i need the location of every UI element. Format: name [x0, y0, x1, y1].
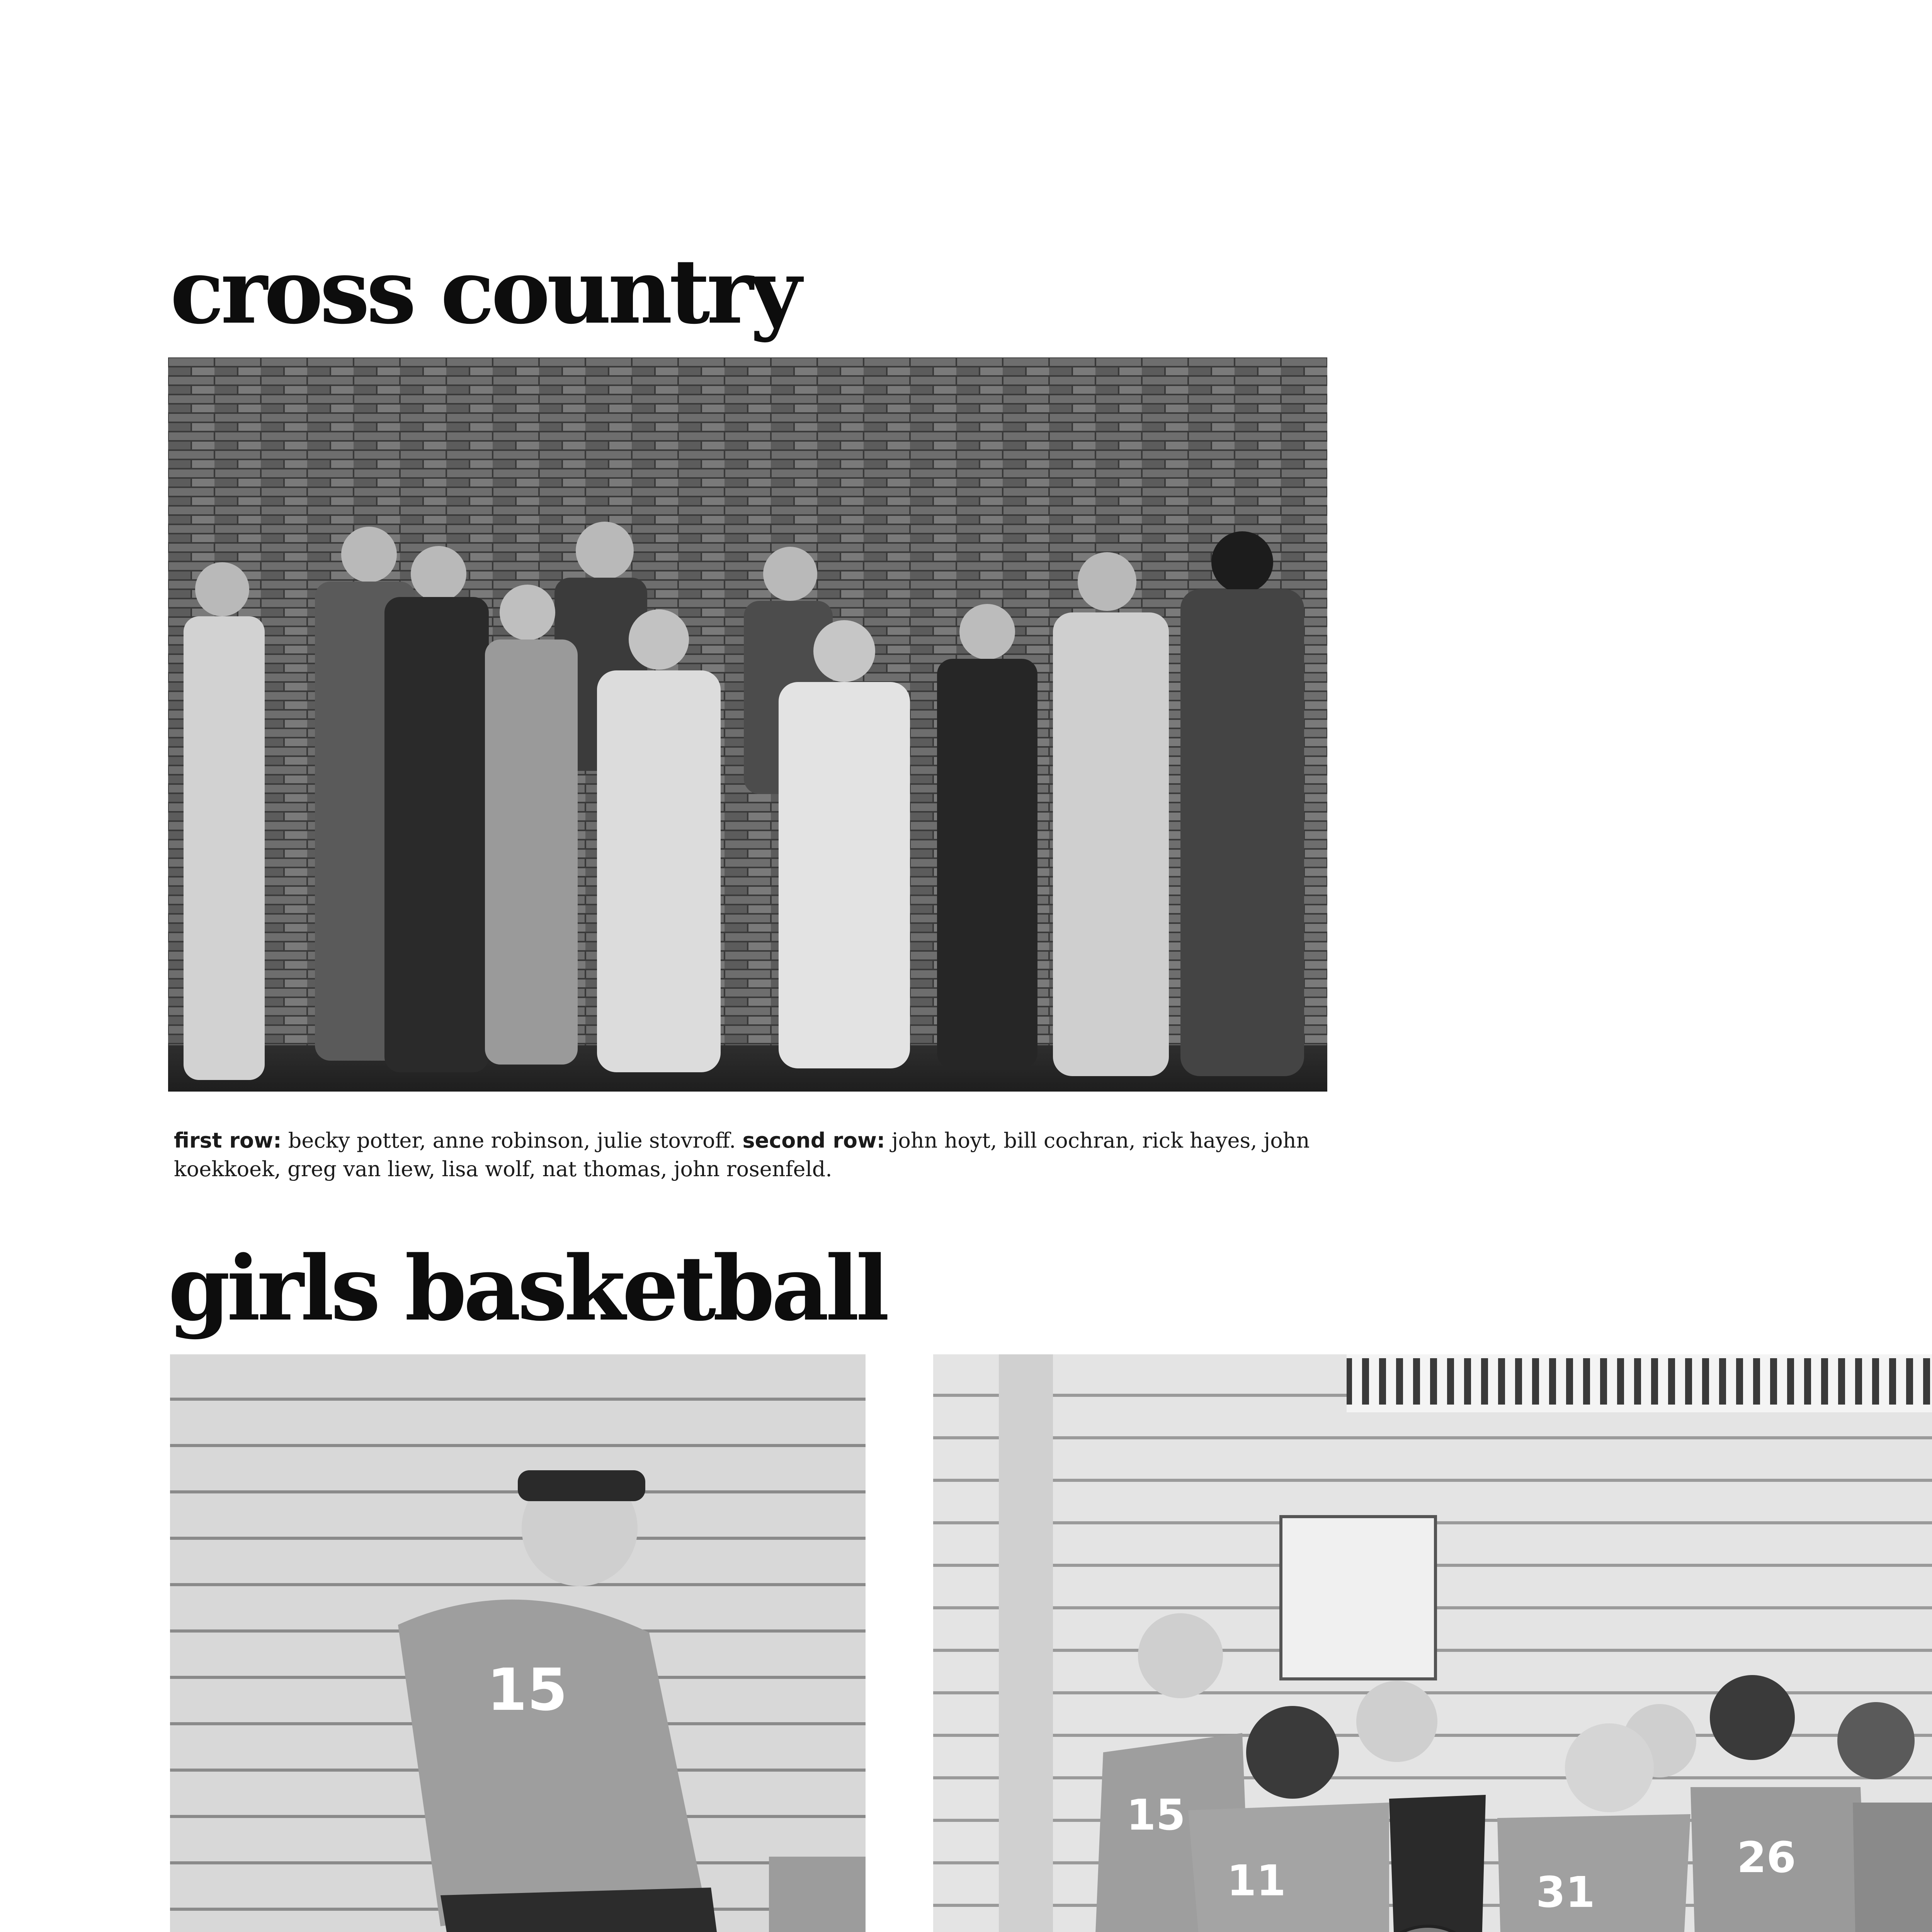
girls-basketball-heading: girls basketball	[168, 1236, 886, 1341]
team-jersey-number-2: 11	[1227, 1856, 1286, 1905]
girls-basketball-team-photo	[933, 1354, 1932, 1932]
caption-names-second-row: john hoyt, bill cochran, rick hayes, john koekkoek, greg van liew, lisa wolf, nat thomas, john rosenfeld.	[174, 1128, 1310, 1181]
team-jersey-number-3: 31	[1536, 1867, 1595, 1917]
cross-country-caption	[174, 1126, 1345, 1184]
team-jersey-number-4: 26	[1737, 1833, 1796, 1882]
bench-photo-graphic	[170, 1354, 866, 1932]
caption-names-first-row: becky potter, anne robinson, julie stovroff.	[281, 1128, 743, 1153]
team-photo-graphic	[933, 1354, 1932, 1932]
caption-label-first-row: first row:	[174, 1128, 282, 1153]
team-jersey-number-1: 15	[1126, 1790, 1186, 1840]
bench-jersey-number: 15	[487, 1656, 568, 1724]
cross-country-photo-graphic	[168, 357, 1327, 1092]
cross-country-heading: cross country	[170, 240, 798, 344]
caption-label-second-row: second row:	[742, 1128, 885, 1153]
basketball-player-bench-photo	[170, 1354, 866, 1932]
cross-country-team-photo	[168, 357, 1327, 1092]
